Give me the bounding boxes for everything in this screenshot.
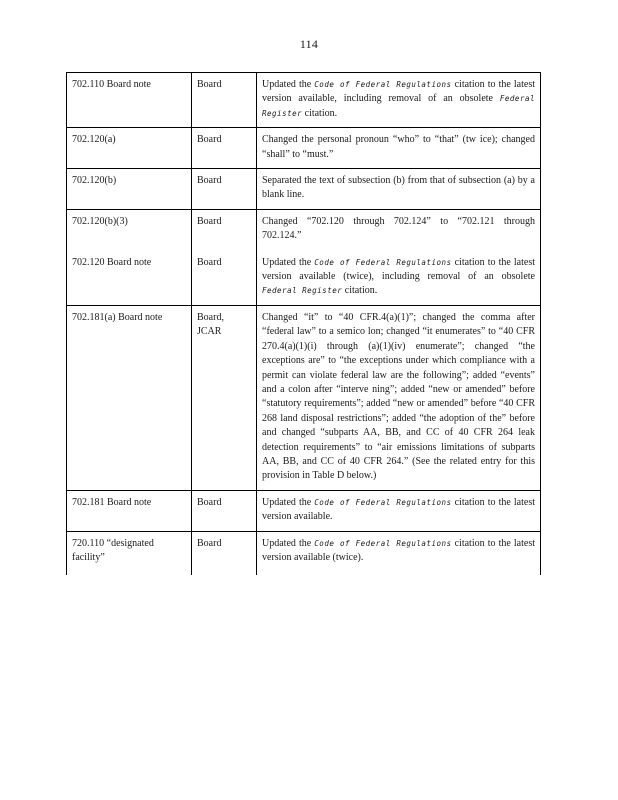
page-number: 114 — [299, 37, 319, 51]
section-cell: 720.110 “designated facility” — [67, 531, 192, 575]
table-row — [67, 169, 541, 210]
description-text: Updated the — [262, 496, 315, 508]
table-row — [67, 490, 541, 531]
description-cell — [257, 209, 541, 305]
section-cell: 702.181(a) Board note — [67, 305, 192, 490]
source-text: Board — [197, 215, 222, 227]
source-cell: Board — [192, 169, 257, 210]
source-cell: Board — [192, 490, 257, 531]
description-cell — [257, 490, 541, 531]
description-text: citation to the latest version available, including removal of an obsolete — [262, 79, 536, 105]
description-cell — [257, 531, 541, 575]
description-text: Updated the — [262, 79, 315, 90]
section-cell: 702.181 Board note — [67, 490, 192, 531]
amendments-table — [66, 72, 541, 575]
table-row — [67, 209, 541, 305]
table-row — [67, 73, 541, 128]
section-cell: 702.120(b) — [67, 169, 192, 210]
description-cell: Separated the text of subsection (b) from that of subsection (a) by a blank line. — [257, 169, 541, 210]
description-text: citation to the latest version available (twice), including removal of an obsolete — [262, 256, 536, 283]
description-cell: Changed “it” to “40 CFR.4(a)(1)”; changed the comma after “federal law” to a semico lon; changed “it enumerates” to “40 CFR 270.4(a)(1)(i) through (a)(1)(iv) enumerate”; changed “the exceptions are” to “the exceptions under which compliance with a permit can violate federal law are the following”; added “events” and a colon after “interve ning”; added “new or amended” before “statutory requirements”; added “new or amended” before “40 CFR 268 land disposal restrictions”; added “the adoption of the” before and changed “subparts AA, BB, and CC of 40 CFR 264 leak detection requirements” to “air emissions limitations of subparts AA, BB, and CC of 40 CFR 264.” (See the related entry for this provision in Table D below.) — [257, 305, 541, 490]
description-text — [262, 256, 535, 299]
description-cell — [257, 73, 541, 128]
description-text: citation to the latest version available. — [262, 496, 536, 523]
source-cell: Board — [192, 73, 257, 128]
source-cell: Board — [192, 531, 257, 575]
table-row — [67, 305, 541, 490]
table-row — [67, 128, 541, 169]
citation-cfr: Code of Federal Regulations — [314, 538, 452, 548]
source-cell — [192, 209, 257, 305]
citation-cfr: Code of Federal Regulations — [314, 80, 452, 89]
table-row — [67, 531, 541, 575]
section-text: 702.120 Board note — [72, 256, 152, 268]
source-text: Board — [197, 256, 222, 268]
description-text: Updated the — [262, 537, 315, 549]
description-text: Changed “702.120 through 702.124” to “702.121 through 702.124.” — [262, 215, 535, 242]
section-text: 702.120(b)(3) — [72, 215, 128, 227]
description-text: citation. — [302, 107, 338, 119]
citation-fr: Federal Register — [262, 94, 535, 118]
description-text: citation. — [342, 285, 378, 297]
description-text: citation to the latest version available (twice). — [262, 537, 536, 563]
source-cell: Board — [192, 128, 257, 169]
section-cell: 702.120(a) — [67, 128, 192, 169]
section-cell — [67, 209, 192, 305]
citation-fr: Federal Register — [262, 286, 343, 296]
source-cell: Board, JCAR — [192, 305, 257, 490]
description-text: Updated the — [262, 256, 315, 268]
description-cell: Changed the personal pronoun “who” to “that” (tw ice); changed “shall” to “must.” — [257, 128, 541, 169]
section-cell: 702.110 Board note — [67, 73, 192, 128]
citation-cfr: Code of Federal Regulations — [314, 497, 452, 507]
citation-cfr: Code of Federal Regulations — [314, 257, 452, 267]
